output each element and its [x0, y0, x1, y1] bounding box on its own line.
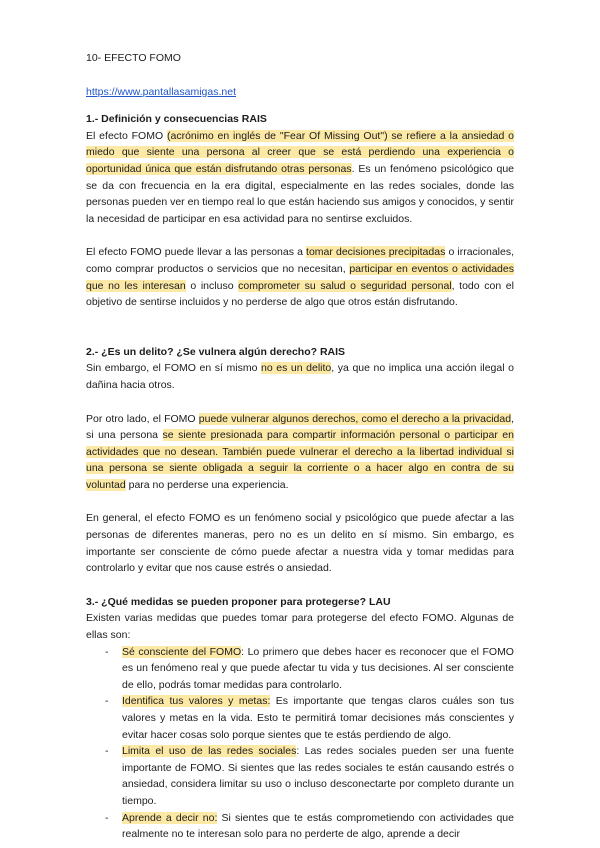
text-run: En general, el efecto FOMO es un fenómeno social y psicológico que puede afectar a las personas de diferentes maneras, pero no es un delito en sí mismo. Sin embargo, es importante ser consciente de cómo puede afectar a nuestra vida y tomar medidas para controlarlo y evitar que nos cause estrés o ansiedad. — [86, 512, 514, 575]
highlighted-text: participar en eventos o actividades que no les interesan — [86, 262, 514, 292]
text-run: : Lo primero que debes hacer es reconocer que el FOMO es un fenómeno real y que puede afectar tu vida y tus decisiones. Al ser consciente de ello, podrás tomar medidas para controlarlo. — [122, 645, 514, 691]
text-run: Existen varias medidas que puedes tomar para protegerse del efecto FOMO. Algunas de ellas son: — [86, 612, 514, 642]
list-item — [122, 810, 514, 843]
text-run: para no perderse una experiencia. — [125, 478, 289, 491]
section-1-paragraph-1 — [86, 128, 514, 228]
text-run: o incluso — [185, 279, 239, 292]
section-2-paragraph-2 — [86, 411, 514, 494]
highlighted-text: no es un delito — [261, 362, 332, 375]
text-run: . Es un fenómeno psicológico que se da con frecuencia en la era digital, especialmente en las redes sociales, donde las personas pueden ver en tiempo real lo que están haciendo sus amigos y conocidos, y sentir la necesidad de participar en esa actividad para no sentirse excluidos. — [86, 162, 514, 225]
highlighted-text: Aprende a decir no: — [122, 811, 218, 824]
text-run: , ya que no implica una acción ilegal o dañina hacia otros. — [86, 362, 514, 391]
text-run: o irracionales, como comprar productos o servicios que no necesitan, — [86, 246, 514, 275]
section-2-paragraph-3 — [86, 510, 514, 576]
text-run: El efecto FOMO — [86, 129, 167, 142]
text-run: Sin embargo, el FOMO en sí mismo — [86, 362, 261, 375]
section-3-intro — [86, 610, 514, 643]
text-run: : Las redes sociales pueden ser una fuente importante de FOMO. Si sientes que las redes sociales te están causando estrés o ansiedad, considera limitar su uso o incluso desconectarte por completo durante un tiempo. — [122, 745, 514, 807]
highlighted-text: Identifica tus valores y metas: — [122, 695, 271, 708]
highlighted-text: Limita el uso de las redes sociales — [122, 745, 297, 758]
highlighted-text: puede vulnerar algunos derechos, como el derecho a la privacidad — [198, 412, 512, 425]
list-item — [122, 743, 514, 809]
section-1-heading: 1.- Definición y consecuencias RAIS — [86, 113, 267, 126]
section-2-paragraph-1 — [86, 360, 514, 393]
text-run: Si sientes que te estás comprometiendo con actividades que realmente no te interesan solo para no perderte de algo, aprende a decir — [122, 811, 514, 841]
source-link[interactable]: https://www.pantallasamigas.net — [86, 85, 236, 98]
document-title: 10- EFECTO FOMO — [86, 52, 181, 64]
highlighted-text: comprometer su salud o seguridad personal — [238, 279, 452, 292]
highlighted-text: tomar decisiones precipitadas — [306, 246, 446, 259]
text-run: , si una persona — [86, 412, 514, 442]
section-2-heading: 2.- ¿Es un delito? ¿Se vulnera algún derecho? RAIS — [86, 345, 346, 358]
list-item — [122, 693, 514, 743]
text-run: Por otro lado, el FOMO — [86, 412, 199, 425]
section-1-paragraph-2 — [86, 244, 514, 310]
text-run: , todo con el objetivo de sentirse incluidos y no perderse de algo que otros están disfrutando. — [86, 279, 514, 309]
highlighted-text: Sé consciente del FOMO — [122, 645, 242, 658]
measures-list — [86, 644, 514, 843]
highlighted-text: (acrónimo en inglés de "Fear Of Missing Out") se refiere a la ansiedad o miedo que siente una persona al creer que se está perdiendo una experiencia o oportunidad única que están disfrutando otras personas — [86, 129, 514, 175]
list-item — [122, 644, 514, 694]
highlighted-text: se siente presionada para compartir información personal o participar en actividades que no desean. También puede vulnerar el derecho a la libertad individual si una persona se siente obligada a seguir la corriente o a hacer algo en contra de su voluntad — [86, 429, 514, 491]
text-run: El efecto FOMO puede llevar a las personas a — [86, 246, 307, 259]
section-3-heading: 3.- ¿Qué medidas se pueden proponer para protegerse? LAU — [86, 595, 391, 608]
document-page — [86, 50, 514, 843]
text-run: Es importante que tengas claros cuáles son tus valores y metas en la vida. Esto te permitirá tomar decisiones más conscientes y evitar hacer cosas solo porque sientes que te estás perdiendo de algo. — [122, 695, 514, 741]
